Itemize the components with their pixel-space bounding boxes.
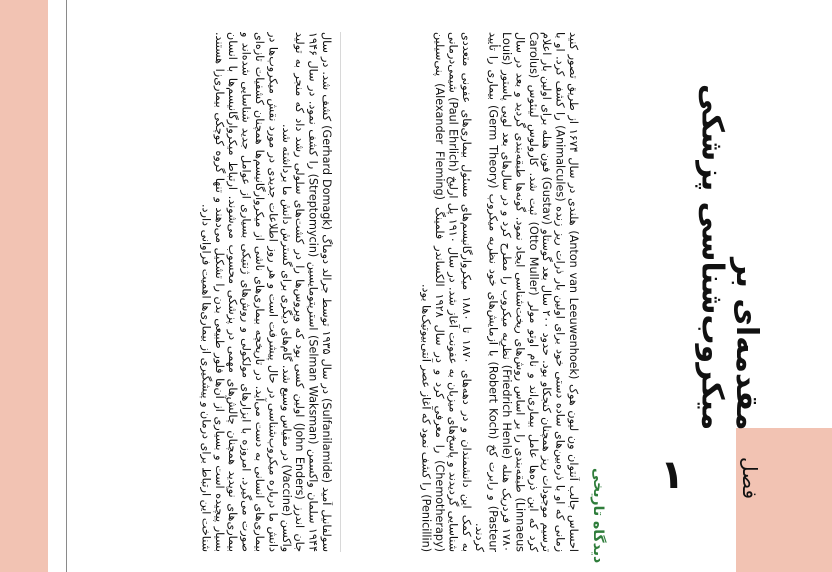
paragraph: دانش ما درباره میکروب‌شناسی در حال پیشرفت است و هر روز اطلاعات جدیدی در مورد نقش میکروب‌ها در بیماری‌های انسانی به دست می‌آید. در تاریخچه بیماری‌های ناشی از میکروارگانیسم‌ها همچنان کشفیات تازه‌ای صورت می‌گیرد. امروزه با ابزارهای مولکولی و روش‌های ژنتیکی بسیاری از عوامل جدید شناسایی شده‌اند و بیماری‌های نوپدید همچنان چالش‌های مهمی در پزشکی محسوب می‌شوند. ارتباط میکروارگانیسم‌ها با انسان بسیار پیچیده است و بسیاری از آن‌ها فلور طبیعی بدن را تشکیل می‌دهند و تنها گروه کوچکی بیماری‌زا هستند. شناخت این ارتباط برای درمان و پیشگیری از بیماری‌ها اهمیت فراوانی دارد. [199,32,280,552]
column-separator [340,32,341,552]
chapter-label: فصل [738,456,762,500]
paragraph: سولفانیل آمید (Sulfanilamide) در سال ۱۹۳۵ توسط جرالد دوماگ (Gerhard Domagk) کشف شد. در سال ۱۹۴۴ سلمان واکسمن (Selman Waksman) استرپتومایسین (Streptomycin) را کشف نمود. در سال ۱۹۴۶ جان اندرز (John Enders) اولین کسی بود که ویروس‌ها را در کشت‌های سلولی رشد داد که منجر به تولید واکسن (Vaccine) در مقیاس وسیع شد. گام‌های دیگری برای گسترش دانش ما برداشته شد. [279,32,333,552]
paragraph: احساس جالب آنتوان ون لیون هوک (Anton van Leeuwenhoek) هلندی در سال ۱۶۷۴ از طریق تصور کنید زمانی که او با ذره‌بین‌های ساده دستی خود برای اولین بار ذرات ریز زنده (Animalcules) را کشف کرد. او با ترسیم موجودات ریز همچنان کنجکاو بود. حدود ۲۰۰ سال بعد گوستاو (Gustav) فون هنله برای اولین بار اعلام کرد که این ذره‌ها عامل بیماری‌اند و نام اوتو مولر (Otto Muller) ثبت شد. کارولوس لینئوس (Carolus Linnaeus) طبقه‌بندی را بر اساس روش‌های ریخت‌شناسی ایجاد نمود. گونه‌ها طبقه‌بندی گردید و بعد در سال ۱۷۸۰ فردریک هنله (Friedrich Henle) نظریه میکروب را مطرح کرد و در سال‌های بعد لویی پاستور (Louis Pasteur) و رابرت کخ (Robert Koch) با آزمایش‌های خود نظریه میکروب (Germ Theory) بیماری را تأیید کردند. [473,32,580,552]
text-column-left [78,32,333,552]
chapter-number: ۱ [660,452,685,498]
page-edge-rule [66,0,67,572]
text-column-right [348,32,580,552]
chapter-title: مقدمه‌ای بر میکروب‌شناسی پزشکی [694,83,764,430]
paragraph: به کمک این دانشمندان و در دهه‌های ۱۸۷۰ تا ۱۸۸۰ میکروارگانیسم‌های مسئول بیماری‌های عفونی متعددی شناسایی گردیدند و پاسخ‌های میزبان به عفونت آغاز شد. در سال ۱۹۱۰ پل ارلیخ (Paul Ehrlich) شیمی‌درمانی (Chemotherapy) را معرفی کرد و در سال ۱۹۲۸ الکساندر فلمینگ (Alexander Fleming) پنی‌سیلین (Penicillin) را کشف نمود که آغاز عصر آنتی‌بیوتیک‌ها بود. [419,32,473,552]
left-margin-band [0,0,48,572]
section-heading: دیدگاه تاریخی [590,468,606,564]
